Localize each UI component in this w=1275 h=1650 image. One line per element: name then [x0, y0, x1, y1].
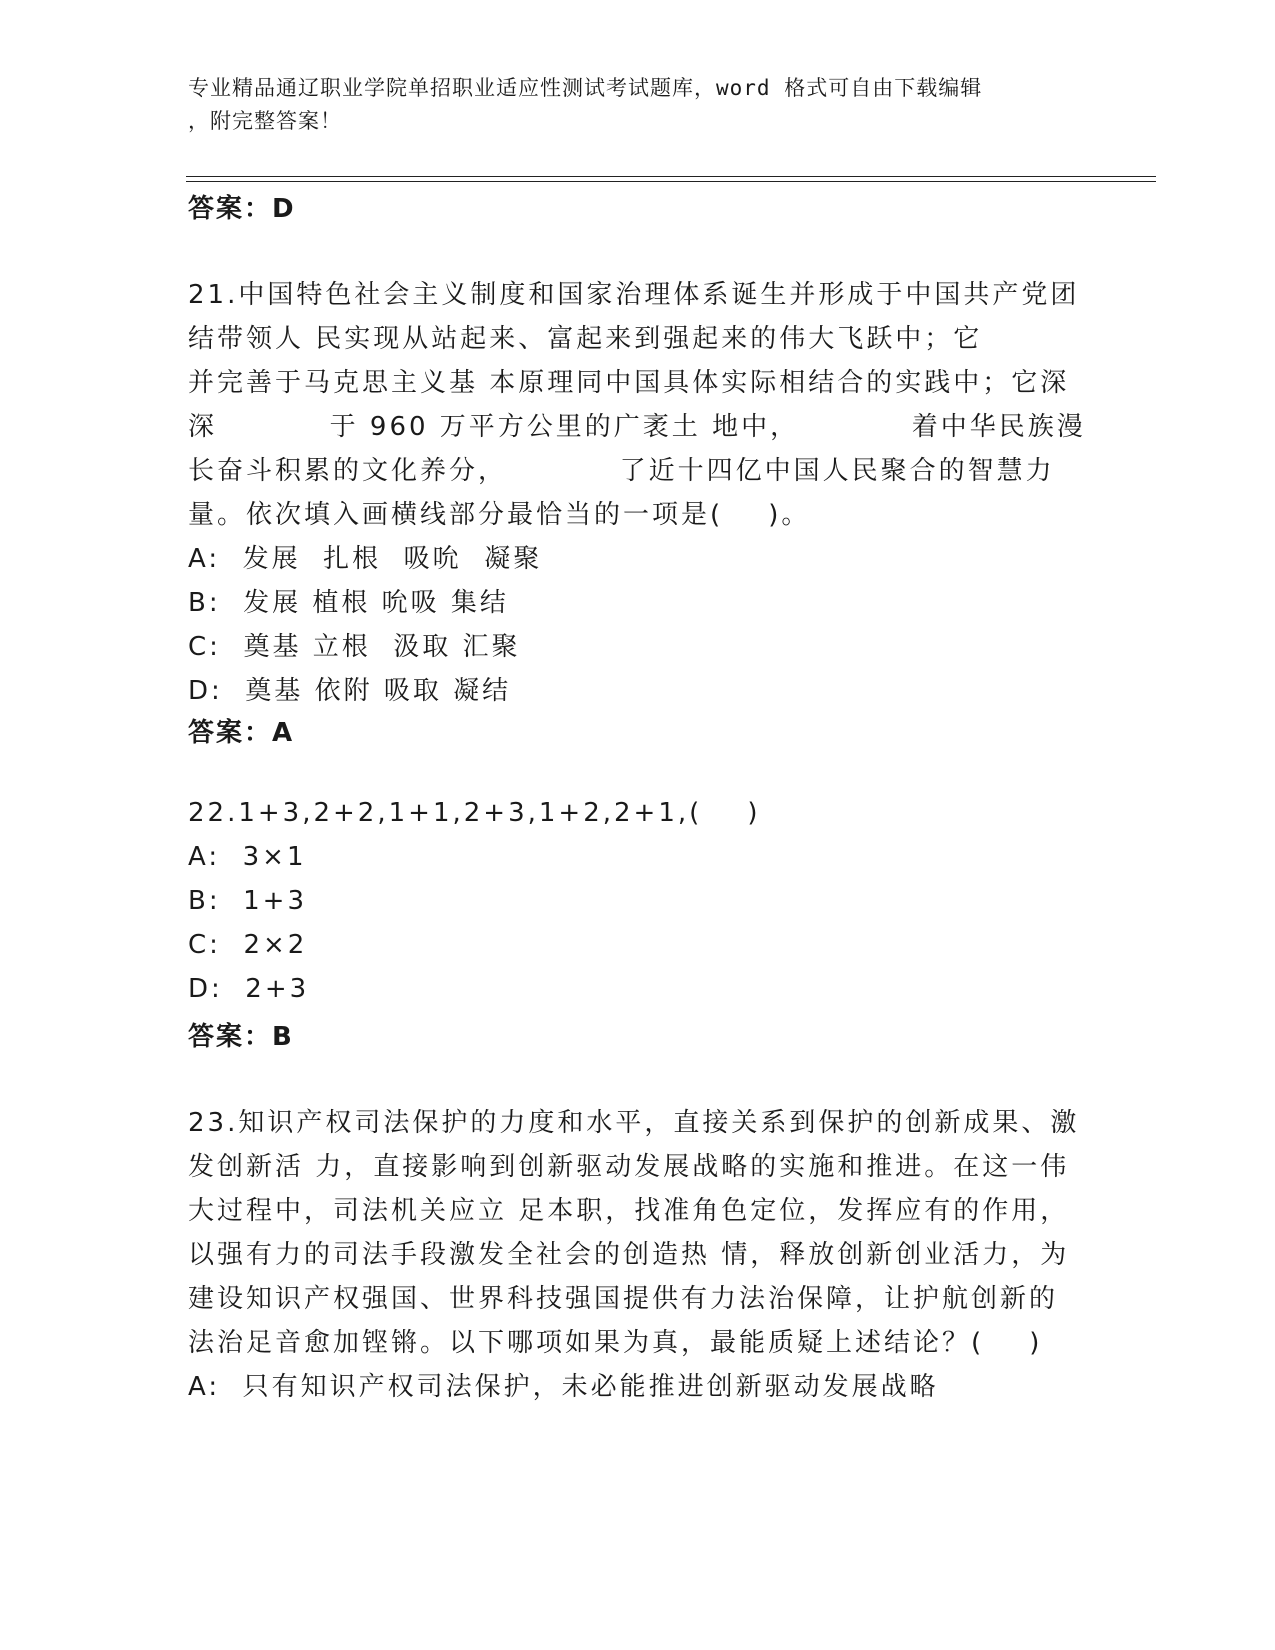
- q21-line-2: 结带领人 民实现从站起来、富起来到强起来的伟大飞跃中；它: [188, 324, 983, 354]
- q22-option-d: D: 2+3: [188, 974, 310, 1004]
- q22-option-c: C: 2×2: [188, 930, 308, 960]
- q22-answer: 答案：B: [188, 1022, 294, 1052]
- header-line-1: 专业精品通辽职业学院单招职业适应性测试考试题库，word 格式可自由下载编辑: [188, 76, 983, 100]
- q23-line-5: 建设知识产权强国、世界科技强国提供有力法治保障，让护航创新的: [188, 1284, 1059, 1314]
- q21-line-3: 并完善于马克思主义基 本原理同中国具体实际相结合的实践中；它深: [188, 368, 1070, 398]
- answer-prev: 答案：D: [188, 194, 296, 224]
- header-rule-top: [186, 176, 1156, 177]
- q23-line-6: 法治足音愈加铿锵。以下哪项如果为真，最能质疑上述结论？( ): [188, 1328, 1043, 1358]
- q21-option-d: D: 奠基 依附 吸取 凝结: [188, 676, 512, 706]
- q21-line-5: 长奋斗积累的文化养分， 了近十四亿中国人民聚合的智慧力: [188, 456, 1055, 486]
- q21-answer: 答案：A: [188, 718, 295, 748]
- q22-option-a: A: 3×1: [188, 842, 307, 872]
- q23-line-4: 以强有力的司法手段激发全社会的创造热 情，释放创新创业活力，为: [188, 1240, 1070, 1270]
- q22-stem: 22.1+3,2+2,1+1,2+3,1+2,2+1,( ): [188, 798, 761, 828]
- page-header: [188, 72, 1088, 138]
- q21-option-a: A: 发展 扎根 吸吮 凝聚: [188, 544, 543, 574]
- q21-line-6: 量。依次填入画横线部分最恰当的一项是( )。: [188, 500, 811, 530]
- header-line-2: ，附完整答案！: [188, 109, 342, 133]
- q22-option-b: B: 1+3: [188, 886, 307, 916]
- q21-option-c: C: 奠基 立根 汲取 汇聚: [188, 632, 521, 662]
- q21-line-1: 21.中国特色社会主义制度和国家治理体系诞生并形成于中国共产党团: [188, 280, 1080, 310]
- q23-line-1: 23.知识产权司法保护的力度和水平，直接关系到保护的创新成果、激: [188, 1108, 1080, 1138]
- q21-option-b: B: 发展 植根 吮吸 集结: [188, 588, 509, 618]
- q23-line-2: 发创新活 力，直接影响到创新驱动发展战略的实施和推进。在这一伟: [188, 1152, 1070, 1182]
- header-rule-bottom: [186, 181, 1156, 182]
- q21-line-4: 深 于 960 万平方公里的广袤土 地中， 着中华民族漫: [188, 412, 1086, 442]
- q23-option-a: A: 只有知识产权司法保护，未必能推进创新驱动发展战略: [188, 1372, 939, 1402]
- q23-line-3: 大过程中，司法机关应立 足本职，找准角色定位，发挥应有的作用，: [188, 1196, 1070, 1226]
